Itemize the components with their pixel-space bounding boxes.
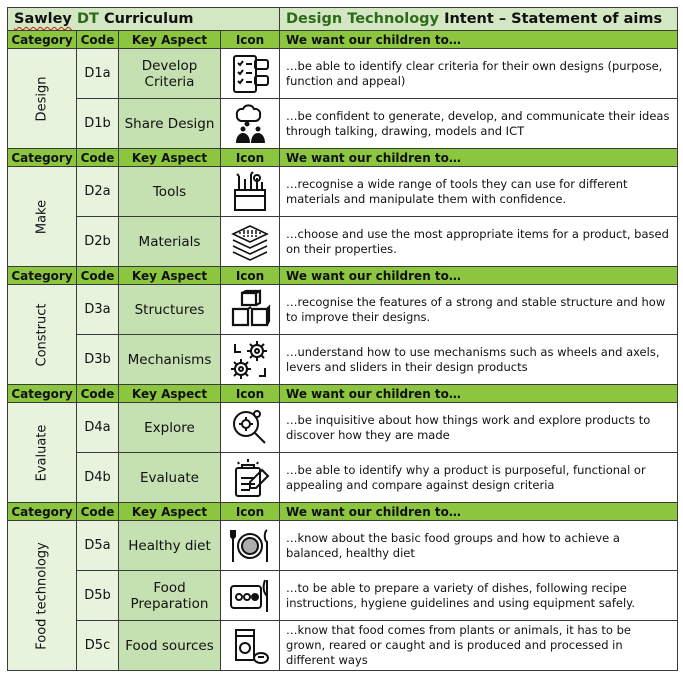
icon-header: Icon — [221, 31, 280, 49]
icon-cell — [221, 453, 280, 503]
table-row — [8, 217, 678, 267]
category-header: Category — [8, 503, 77, 521]
table-row — [8, 621, 678, 671]
key-aspect-header: Key Aspect — [119, 385, 221, 403]
code-cell: D3a — [77, 285, 119, 335]
aim-description: …be able to identify why a product is purposeful, functional or appealing and compare against design criteria — [280, 453, 678, 503]
icon-header: Icon — [221, 149, 280, 167]
icon-cell — [221, 403, 280, 453]
column-header-row — [8, 31, 678, 49]
plate-cutlery-icon — [221, 524, 279, 568]
code-header: Code — [77, 31, 119, 49]
aim-description: …recognise the features of a strong and stable structure and how to improve their designs. — [280, 285, 678, 335]
key-aspect-cell: Food Preparation — [119, 571, 221, 621]
column-header-row — [8, 149, 678, 167]
code-cell: D4a — [77, 403, 119, 453]
table-row — [8, 571, 678, 621]
code-cell: D5a — [77, 521, 119, 571]
key-aspect-cell: Tools — [119, 167, 221, 217]
key-aspect-header: Key Aspect — [119, 149, 221, 167]
icon-cell — [221, 621, 280, 671]
dt-label: DT — [76, 11, 99, 27]
aims-header: We want our children to… — [280, 267, 678, 285]
category-cell — [8, 521, 77, 671]
category-cell — [8, 49, 77, 149]
aim-description: …be inquisitive about how things work and explore products to discover how they are made — [280, 403, 678, 453]
table-row — [8, 335, 678, 385]
code-cell: D2a — [77, 167, 119, 217]
key-aspect-cell: Structures — [119, 285, 221, 335]
school-name: Sawley — [14, 11, 72, 27]
category-label: Evaluate — [34, 424, 50, 481]
key-aspect-cell: Share Design — [119, 99, 221, 149]
icon-cell — [221, 167, 280, 217]
icon-cell — [221, 285, 280, 335]
key-aspect-cell: Materials — [119, 217, 221, 267]
category-header: Category — [8, 385, 77, 403]
curriculum-label: Curriculum — [103, 11, 194, 27]
aims-header: We want our children to… — [280, 149, 678, 167]
gears-icon — [221, 338, 279, 382]
icon-cell — [221, 99, 280, 149]
code-cell: D1b — [77, 99, 119, 149]
curriculum-document — [7, 7, 677, 671]
icon-cell — [221, 521, 280, 571]
stacked-boxes-icon — [221, 289, 279, 331]
code-header: Code — [77, 267, 119, 285]
icon-cell — [221, 335, 280, 385]
category-header: Category — [8, 31, 77, 49]
checklist-icon — [221, 52, 279, 96]
category-cell — [8, 285, 77, 385]
category-cell — [8, 403, 77, 503]
key-aspect-cell: Explore — [119, 403, 221, 453]
aim-description: …know that food comes from plants or animals, it has to be grown, reared or caught and is produced and processed in different ways — [280, 621, 678, 671]
aims-header: We want our children to… — [280, 31, 678, 49]
key-aspect-header: Key Aspect — [119, 503, 221, 521]
title-row — [8, 8, 678, 31]
category-header: Category — [8, 149, 77, 167]
intent-title — [280, 8, 678, 31]
curriculum-table — [7, 7, 678, 671]
key-aspect-cell: Food sources — [119, 621, 221, 671]
aims-header: We want our children to… — [280, 503, 678, 521]
aims-header: We want our children to… — [280, 385, 678, 403]
table-row — [8, 167, 678, 217]
groceries-icon — [221, 624, 279, 668]
table-row — [8, 403, 678, 453]
document-title — [8, 8, 280, 31]
tools-pot-icon — [221, 170, 279, 214]
icon-header: Icon — [221, 503, 280, 521]
icon-header: Icon — [221, 267, 280, 285]
code-header: Code — [77, 503, 119, 521]
table-row — [8, 99, 678, 149]
column-header-row — [8, 267, 678, 285]
people-thought-cloud-icon — [221, 101, 279, 147]
key-aspect-header: Key Aspect — [119, 267, 221, 285]
code-cell: D2b — [77, 217, 119, 267]
aim-description: …be able to identify clear criteria for their own designs (purpose, function and appeal) — [280, 49, 678, 99]
category-label: Food technology — [34, 541, 50, 650]
chopping-board-icon — [221, 576, 279, 616]
category-cell — [8, 167, 77, 267]
code-header: Code — [77, 149, 119, 167]
code-cell: D5c — [77, 621, 119, 671]
code-header: Code — [77, 385, 119, 403]
evaluation-clipboard-icon — [221, 456, 279, 500]
aim-description: …understand how to use mechanisms such as wheels and axels, levers and sliders in their design products — [280, 335, 678, 385]
category-header: Category — [8, 267, 77, 285]
aim-description: …be confident to generate, develop, and communicate their ideas through talking, drawing, models and ICT — [280, 99, 678, 149]
table-row — [8, 49, 678, 99]
aim-description: …recognise a wide range of tools they can use for different materials and manipulate them with confidence. — [280, 167, 678, 217]
category-label: Construct — [34, 303, 50, 366]
code-cell: D1a — [77, 49, 119, 99]
table-row — [8, 453, 678, 503]
magnifier-gear-icon — [221, 406, 279, 450]
code-cell: D5b — [77, 571, 119, 621]
aim-description: …choose and use the most appropriate items for a product, based on their properties. — [280, 217, 678, 267]
icon-header: Icon — [221, 385, 280, 403]
code-cell: D4b — [77, 453, 119, 503]
table-row — [8, 521, 678, 571]
key-aspect-cell: Mechanisms — [119, 335, 221, 385]
column-header-row — [8, 503, 678, 521]
code-cell: D3b — [77, 335, 119, 385]
aim-description: …know about the basic food groups and how to achieve a balanced, healthy diet — [280, 521, 678, 571]
key-aspect-cell: Evaluate — [119, 453, 221, 503]
intent-label: Intent – Statement of aims — [444, 11, 663, 27]
column-header-row — [8, 385, 678, 403]
aim-description: …to be able to prepare a variety of dishes, following recipe instructions, hygiene guidelines and using equipment safely. — [280, 571, 678, 621]
table-row — [8, 285, 678, 335]
icon-cell — [221, 217, 280, 267]
design-technology-label: Design Technology — [286, 11, 440, 27]
category-label: Make — [34, 199, 50, 234]
icon-cell — [221, 49, 280, 99]
layers-icon — [221, 222, 279, 262]
key-aspect-cell: Healthy diet — [119, 521, 221, 571]
category-label: Design — [34, 76, 50, 121]
icon-cell — [221, 571, 280, 621]
key-aspect-cell: Develop Criteria — [119, 49, 221, 99]
key-aspect-header: Key Aspect — [119, 31, 221, 49]
